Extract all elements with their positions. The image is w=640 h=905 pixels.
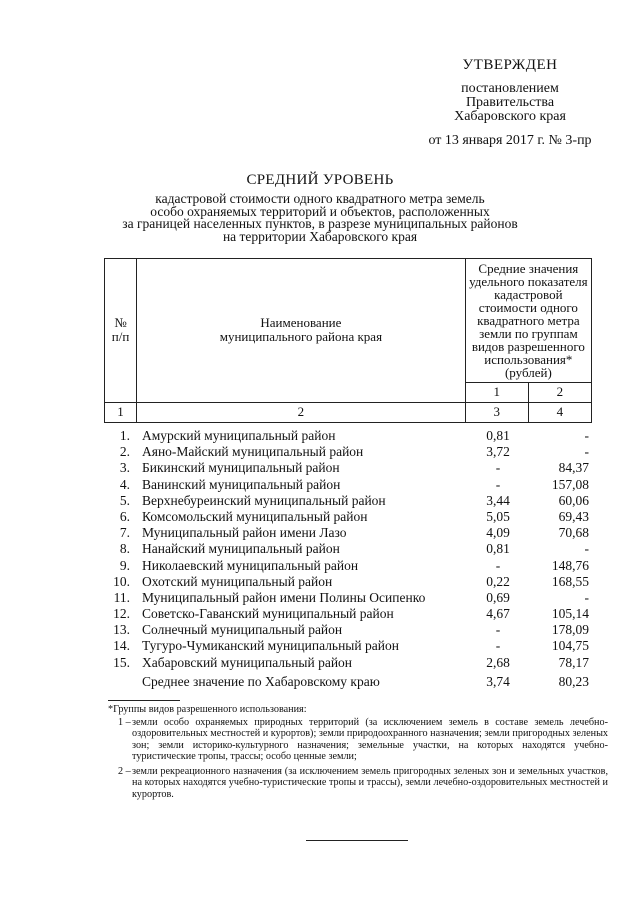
- footnote-text: земли рекреационного назначения (за исключением земель пригородных зеленых зон и земельных участков, на которых находятся учебно-туристические тропы и трассы), земли лечебно-оздоровительных местностей и курортов.: [132, 765, 608, 800]
- table-row: [104, 655, 592, 671]
- document-subtitle: [110, 193, 530, 243]
- footnotes: [108, 704, 608, 800]
- value-group-1: 3,72: [486, 444, 510, 460]
- row-number: 11.: [113, 589, 130, 605]
- value-group-2: 148,76: [551, 557, 589, 573]
- value-group-1: 0,81: [486, 428, 510, 443]
- district-name: Хабаровский муниципальный район: [142, 654, 353, 670]
- value-group-2: -: [584, 444, 589, 460]
- value-group-2: 69,43: [558, 508, 589, 524]
- column-index: 1: [105, 402, 137, 422]
- footnote-text: земли особо охраняемых природных территорий (за исключением земель в составе земель лечебно-оздоровительных местностей и курортов); земли природоохранного назначения; земли пригородных зеленых зон; земли историко-культурного назначения; земельные участки, на которых находятся учебно-туристические тропы, трассы; особо ценные земли;: [132, 716, 609, 762]
- approval-date: от 13 января 2017 г. № 3-пр: [428, 133, 592, 148]
- district-name: Охотский муниципальный район: [142, 573, 333, 589]
- footnote-heading: *Группы видов разрешенного использования:: [108, 704, 307, 715]
- district-name: Амурский муниципальный район: [142, 428, 336, 443]
- value-group-2: 168,55: [551, 573, 589, 589]
- footnote-mark: 1 –: [118, 716, 131, 728]
- subtitle-line: кадастровой стоимости одного квадратного метра земель: [155, 191, 485, 206]
- footnote-mark: 2 –: [118, 765, 131, 777]
- approval-line-2: Правительства: [465, 95, 555, 110]
- average-group-1: 3,74: [486, 673, 510, 689]
- approval-line-1: постановлением: [461, 81, 559, 96]
- value-group-1: 4,67: [486, 606, 510, 622]
- district-name: Нанайский муниципальный район: [142, 541, 340, 557]
- value-group-1: -: [495, 460, 501, 476]
- table-row: [104, 541, 592, 557]
- header-average-values: Средние значения удельного показателя кадастровой стоимости одного квадратного метра земли по группам видов разрешенного использования* (рублей): [465, 259, 591, 383]
- document-title: СРЕДНИЙ УРОВЕНЬ: [246, 172, 394, 188]
- row-number: 1.: [119, 428, 130, 443]
- row-number: 5.: [119, 492, 130, 508]
- table-row: [104, 638, 592, 654]
- row-number: 9.: [119, 557, 130, 573]
- average-row: [104, 674, 592, 690]
- value-group-1: 4,09: [486, 525, 510, 541]
- row-number: 10.: [113, 573, 130, 589]
- district-name: Муниципальный район имени Лазо: [142, 525, 347, 541]
- approval-line-3: Хабаровского края: [454, 109, 566, 124]
- district-name: Муниципальный район имени Полины Осипенко: [142, 589, 426, 605]
- value-group-2: -: [584, 589, 589, 605]
- value-group-1: 0,81: [486, 541, 510, 557]
- value-group-1: 0,69: [486, 589, 510, 605]
- column-index: 2: [137, 402, 466, 422]
- footnote-item-1: [108, 717, 608, 763]
- value-group-1: 0,22: [486, 573, 510, 589]
- row-number: 8.: [119, 541, 130, 557]
- value-group-2: 60,06: [558, 492, 589, 508]
- district-name: Николаевский муниципальный район: [142, 557, 359, 573]
- value-group-1: -: [495, 557, 501, 573]
- value-group-2: 78,17: [558, 654, 589, 670]
- approval-heading: УТВЕРЖДЕН: [462, 57, 558, 73]
- row-number: 3.: [119, 460, 130, 476]
- column-index: 4: [528, 402, 591, 422]
- approval-block: [400, 58, 620, 148]
- header-number: № п/п: [105, 259, 137, 403]
- value-group-2: 157,08: [551, 476, 589, 492]
- table-row: [104, 590, 592, 606]
- row-number: 4.: [119, 476, 130, 492]
- end-divider: [306, 840, 408, 841]
- district-name: Бикинский муниципальный район: [142, 460, 340, 476]
- average-group-2: 80,23: [558, 673, 589, 689]
- table-row: [104, 509, 592, 525]
- district-name: Ванинский муниципальный район: [142, 476, 341, 492]
- value-group-2: -: [584, 541, 589, 557]
- district-name: Солнечный муниципальный район: [142, 622, 343, 638]
- value-group-2: 84,37: [558, 460, 589, 476]
- table-row: [104, 460, 592, 476]
- row-number: 6.: [119, 508, 130, 524]
- table-body: [104, 428, 592, 690]
- average-label: Среднее значение по Хабаровскому краю: [142, 673, 380, 689]
- value-group-2: 105,14: [551, 606, 589, 622]
- header-group-1: 1: [465, 382, 528, 402]
- table-row: [104, 606, 592, 622]
- district-name: Тугуро-Чумиканский муниципальный район: [142, 638, 399, 654]
- table-header: [104, 258, 592, 423]
- column-index: 3: [465, 402, 528, 422]
- value-group-1: 5,05: [486, 508, 510, 524]
- row-number: 7.: [119, 525, 130, 541]
- subtitle-line: за границей населенных пунктов, в разрезе муниципальных районов: [122, 216, 518, 231]
- value-group-2: 104,75: [551, 638, 589, 654]
- district-name: Комсомольский муниципальный район: [142, 508, 368, 524]
- row-number: 12.: [113, 606, 130, 622]
- row-number: 2.: [119, 444, 130, 460]
- row-number: 15.: [113, 654, 130, 670]
- district-name: Советско-Гаванский муниципальный район: [142, 606, 394, 622]
- district-name: Аяно-Майский муниципальный район: [142, 444, 364, 460]
- header-district-name: Наименование муниципального района края: [137, 259, 466, 403]
- footnote-item-2: [108, 766, 608, 801]
- value-group-1: 2,68: [486, 654, 510, 670]
- value-group-2: 178,09: [551, 622, 589, 638]
- district-name: Верхнебуреинский муниципальный район: [142, 492, 386, 508]
- table-row: [104, 444, 592, 460]
- value-group-1: -: [495, 476, 501, 492]
- footnote-divider: [108, 700, 180, 701]
- value-group-2: 70,68: [558, 525, 589, 541]
- value-group-2: -: [584, 428, 589, 443]
- table-row: [104, 622, 592, 638]
- table-row: [104, 525, 592, 541]
- value-group-1: -: [495, 622, 501, 638]
- value-group-1: -: [495, 638, 501, 654]
- table-row: [104, 428, 592, 444]
- header-group-2: 2: [528, 382, 591, 402]
- subtitle-line: на территории Хабаровского края: [222, 228, 418, 244]
- table-row: [104, 558, 592, 574]
- table-row: [104, 574, 592, 590]
- row-number: 14.: [113, 638, 130, 654]
- subtitle-line: особо охраняемых территорий и объектов, расположенных: [150, 203, 490, 219]
- table-row: [104, 493, 592, 509]
- row-number: 13.: [113, 622, 130, 638]
- table-row: [104, 477, 592, 493]
- value-group-1: 3,44: [486, 492, 510, 508]
